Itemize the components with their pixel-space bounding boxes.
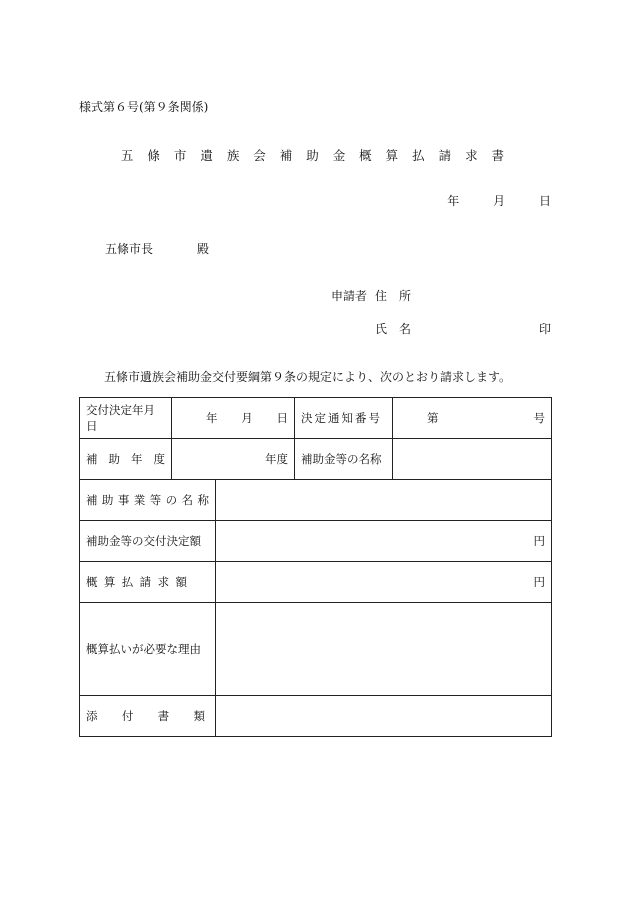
table-row	[80, 562, 552, 603]
request-amount-unit: 円	[533, 575, 545, 589]
attachments-field[interactable]	[216, 696, 552, 737]
form-id: 様式第６号(第９条関係)	[79, 100, 209, 114]
reason-field[interactable]	[216, 603, 552, 696]
decision-month-unit: 月	[241, 411, 253, 425]
project-name-char: 等	[149, 493, 162, 507]
request-amount-char: 請	[139, 575, 152, 589]
decision-date-field[interactable]	[172, 398, 295, 439]
fiscal-year-char: 補	[86, 452, 98, 466]
request-amount-char: 額	[175, 575, 187, 589]
decision-year-unit: 年	[206, 411, 218, 425]
fiscal-year-char: 助	[108, 452, 120, 466]
project-name-char: 助	[101, 493, 114, 507]
subsidy-name-label: 補助金等の名称	[295, 439, 393, 480]
name-label: 氏 名	[375, 322, 412, 336]
attachments-char: 書	[157, 709, 170, 723]
request-amount-field[interactable]	[216, 562, 552, 603]
approved-amount-label: 補助金等の交付決定額	[80, 521, 216, 562]
request-amount-label	[80, 562, 216, 603]
reason-label: 概算払いが必要な理由	[80, 603, 216, 696]
project-name-char: 業	[133, 493, 146, 507]
request-table	[79, 397, 552, 737]
table-row	[80, 398, 552, 439]
statement-text: 五條市遺族会補助金交付要綱第９条の規定により、次のとおり請求します。	[104, 370, 512, 384]
fiscal-year-unit: 年度	[265, 452, 288, 466]
request-amount-char: 算	[103, 575, 116, 589]
attachments-char: 付	[121, 709, 134, 723]
decision-date-label: 交付決定年月日	[80, 398, 172, 439]
request-amount-char: 求	[157, 575, 170, 589]
attachments-char: 添	[86, 709, 98, 723]
date-year[interactable]: 年	[447, 194, 460, 208]
seal-mark: 印	[538, 322, 551, 336]
notice-prefix: 第	[427, 411, 439, 425]
attachments-label	[80, 696, 216, 737]
addressee-name: 五條市長	[105, 242, 154, 256]
fiscal-year-field[interactable]	[172, 439, 295, 480]
notice-number-field[interactable]	[393, 398, 552, 439]
request-amount-char: 払	[121, 575, 134, 589]
date-line	[417, 192, 551, 209]
addressee-honorific: 殿	[197, 242, 210, 256]
decision-day-unit: 日	[276, 411, 288, 425]
applicant-address[interactable]	[331, 287, 411, 304]
approved-amount-field[interactable]	[216, 521, 552, 562]
address-label: 住 所	[375, 289, 412, 303]
table-row	[80, 696, 552, 737]
notice-number-label	[295, 398, 393, 439]
project-name-char: 名	[181, 493, 194, 507]
table-row	[80, 603, 552, 696]
date-month[interactable]: 月	[493, 194, 506, 208]
fiscal-year-char: 年	[131, 452, 143, 466]
document-title: 五 條 市 遺 族 会 補 助 金 概 算 払 請 求 書	[120, 148, 510, 163]
addressee	[105, 240, 209, 257]
subsidy-name-field[interactable]	[393, 439, 552, 480]
approved-amount-unit: 円	[533, 534, 545, 548]
project-name-char: 補	[86, 493, 98, 507]
table-row	[80, 439, 552, 480]
fiscal-year-char: 度	[153, 452, 165, 466]
request-amount-char: 概	[86, 575, 98, 589]
project-name-field[interactable]	[216, 480, 552, 521]
project-name-char: 称	[197, 493, 209, 507]
project-name-label	[80, 480, 216, 521]
notice-number-label-text: 決定通知番号	[301, 411, 382, 425]
fiscal-year-label	[80, 439, 172, 480]
applicant-label: 申請者	[331, 289, 368, 303]
project-name-char: 事	[117, 493, 130, 507]
table-row	[80, 480, 552, 521]
notice-suffix: 号	[533, 411, 545, 425]
date-day[interactable]: 日	[538, 194, 551, 208]
attachments-char: 類	[193, 709, 205, 723]
table-row	[80, 521, 552, 562]
project-name-char: の	[165, 493, 178, 507]
applicant-name[interactable]	[375, 320, 411, 337]
